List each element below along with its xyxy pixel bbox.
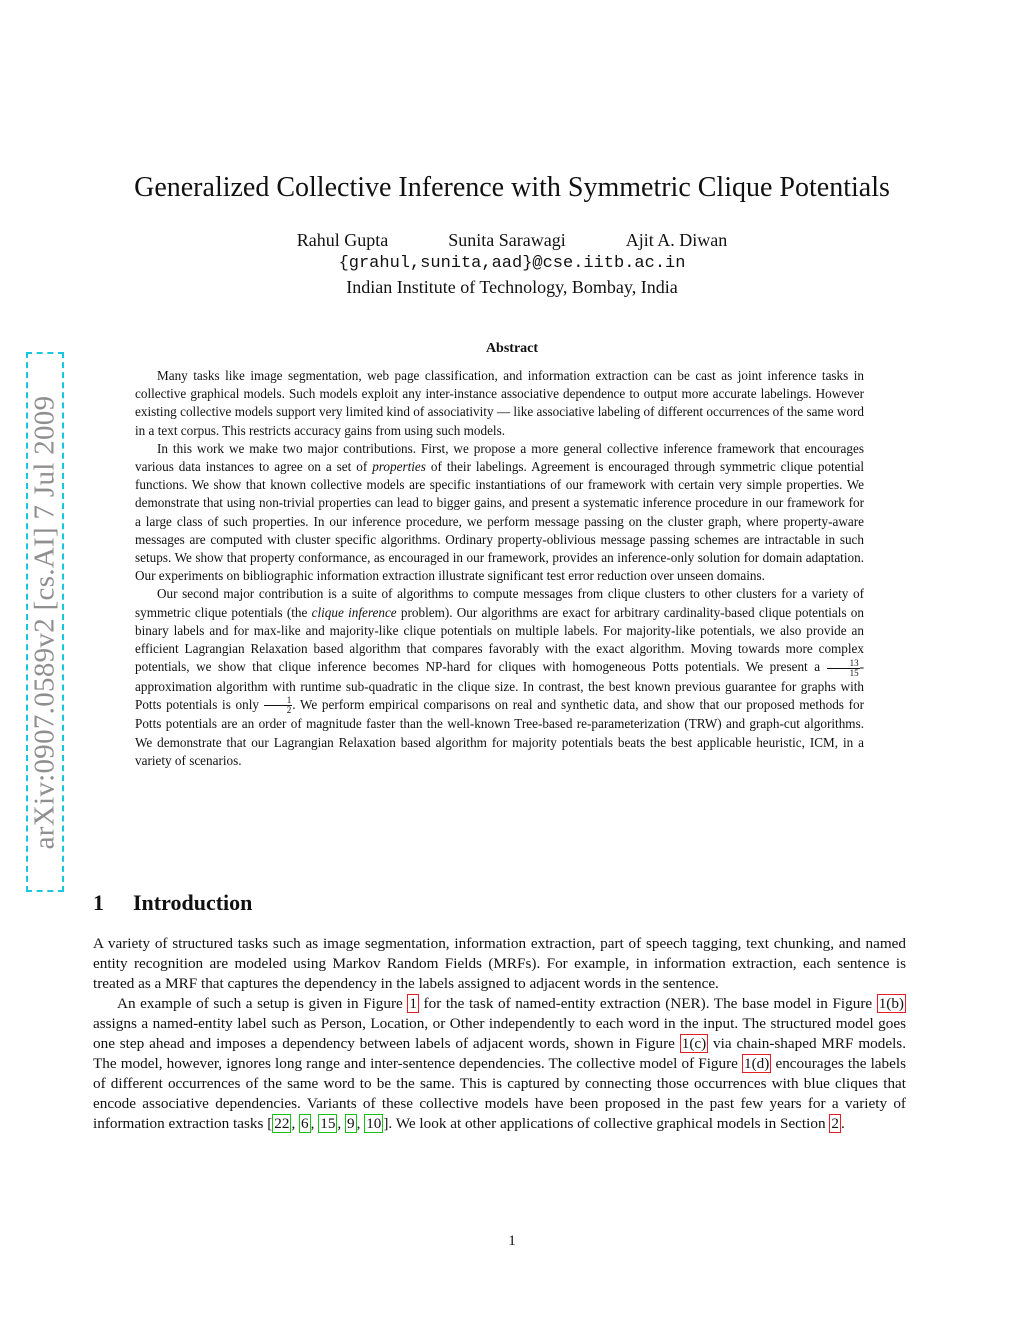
fraction-1-2 — [264, 696, 293, 715]
page-number: 1 — [508, 1233, 516, 1249]
text-span: assigns a named-entity label such as Person, Location, or Other independently to each word in the input. The structured model goes one step ahead and imposes a dependency between labels of adjacent words, shown in Figure — [93, 1015, 906, 1052]
introduction-body — [93, 934, 906, 1134]
text-span: Our second major contribution is a suite of algorithms to compute messages from clique clusters to other clusters for a variety of symmetric clique potentials (the — [135, 586, 864, 620]
emphasis: properties — [372, 459, 426, 475]
fraction-denominator: 2 — [286, 705, 292, 716]
citation-15-link[interactable]: 15 — [320, 1115, 336, 1132]
fraction-numerator: 1 — [264, 696, 293, 706]
text-span: An example of such a setup is given in Figure — [117, 995, 408, 1012]
arxiv-stamp — [26, 352, 64, 892]
emphasis: clique inference — [311, 604, 397, 620]
text-span: . We perform empirical comparisons on real and synthetic data, and show that our proposed methods for Potts potentials are an order of magnitude faster than the well-known Tree-based re-parameterization (TRW) and graph-cut algorithms. We demonstrate that our Lagrangian Relaxation based algorithm for majority potentials beats the best applicable heuristic, ICM, in a variety of scenarios. — [135, 696, 865, 768]
text-span: In this work we make two major contributions. First, we propose a more general collective inference framework that encourages various data instances to agree on a set of — [135, 440, 864, 475]
text-span: problem). Our algorithms are exact for arbitrary cardinality-based clique potentials on binary labels and for max-like and majority-like clique potentials on multiple labels. For majority-like potentials, we also provide an efficient Lagrangian Relaxation based algorithm that compares favorably with the exact algorithm. Moving towards more complex potentials, we show that clique inference becomes NP-hard for cliques with homogeneous Potts potentials. We present a — [135, 604, 864, 675]
abstract-paragraph-3 — [135, 585, 864, 770]
citation-6-link[interactable]: 6 — [301, 1115, 309, 1132]
citation-10-link[interactable]: 10 — [366, 1115, 382, 1132]
text-span: of their labelings. Agreement is encouraged through symmetric clique potential functions. We show that known collective models are specific instantiations of our framework with certain very simple properties. We demonstrate that using non-trivial properties can lead to bigger gains, and present a systematic inference procedure in our framework for a large class of such properties. In our inference procedure, we perform message passing on the cluster graph, where property-aware messages are computed with cluster specific algorithms. Ordinary property-oblivious message passing schemes are intractable in such setups. We show that property conformance, as encouraged in our framework, provides an inference-only solution for domain adaptation. Our experiments on bibliographic information extraction illustrate significant test error reduction over unseen domains. — [135, 459, 864, 584]
author-3: Ajit A. Diwan — [625, 230, 728, 250]
section-2-link[interactable]: 2 — [831, 1115, 839, 1132]
citation-22-link[interactable]: 22 — [274, 1115, 290, 1132]
text-span: for the task of named-entity extraction (NER). The base model in Figure — [418, 995, 877, 1012]
abstract-body — [135, 367, 864, 770]
abstract-paragraph-2 — [135, 440, 864, 586]
figure-1-link[interactable]: 1 — [409, 995, 417, 1012]
figure-1b-link[interactable]: 1(b) — [878, 995, 904, 1012]
figure-1c-link[interactable]: 1(c) — [681, 1035, 707, 1052]
fraction-numerator: 13 — [827, 659, 860, 669]
abstract-heading: Abstract — [485, 341, 539, 356]
intro-paragraph-2: An example of such a setup is given in Figure 1 for the task of named-entity extraction (NER). The base model in Figure 1(b) assigns a named-entity label such as Person, Location, or Other independently to each word in the input. The structured model goes one step ahead and imposes a dependency between labels of adjacent words, shown in Figure 1(c) via chain-shaped MRF models. The model, however, ignores long range and inter-sentence dependencies. The collective model of Figure 1(d) encourages the labels of different occurrences of the same word to be the same. This is captured by connecting those occurrences with blue cliques that encode associative dependencies. Variants of these collective models have been proposed in the past few years for a variety of information extraction tasks [ 22 , 6 , 15 , 9 , 10 ]. We look at other applications of collective graphical models in Section 2 . — [93, 995, 906, 1132]
arxiv-id: arXiv:0907.0589v2 [cs.AI] 7 Jul 2009 — [28, 395, 61, 849]
section-title: Introduction — [133, 890, 253, 915]
fraction-13-15 — [827, 659, 860, 678]
citation-9-link[interactable]: 9 — [347, 1115, 355, 1132]
fraction-denominator: 15 — [849, 667, 859, 678]
author-email: {grahul,sunita,aad}@cse.iitb.ac.in — [338, 254, 686, 273]
section-heading — [93, 890, 252, 916]
text-span: -approximation algorithm with runtime sub-quadratic in the clique size. In contrast, the best known previous guarantee for graphs with Potts potentials is only — [135, 659, 864, 712]
abstract-paragraph-1: Many tasks like image segmentation, web page classification, and information extraction can be cast as joint inference tasks in collective graphical models. Such models exploit any inter-instance associative dependence to output more accurate labelings. However existing collective models support very limited kind of associativity — like associative labeling of different occurrences of the same word in a text corpus. This restricts accuracy gains from using such models. — [135, 368, 864, 438]
figure-1d-link[interactable]: 1(d) — [744, 1055, 770, 1072]
text-span: ]. We look at other applications of collective graphical models in Section — [383, 1115, 830, 1132]
text-span: encourages the labels of different occurrences of the same word to be the same. This is captured by connecting those occurrences with blue cliques that encode associative dependencies. Variants of these collective models have been proposed in the past few years for a variety of information extraction tasks [ — [93, 1055, 906, 1132]
section-number: 1 — [93, 890, 104, 915]
author-list — [0, 230, 1024, 251]
paper-title: Generalized Collective Inference with Symmetric Clique Potentials — [134, 172, 890, 203]
intro-paragraph-1: A variety of structured tasks such as image segmentation, information extraction, part of speech tagging, text chunking, and named entity recognition are modeled using Markov Random Fields (MRFs). For example, in information extraction, each sentence is treated as a MRF that captures the dependency in the labels assigned to adjacent words in the sentence. — [93, 935, 906, 992]
affiliation: Indian Institute of Technology, Bombay, India — [346, 277, 678, 297]
author-1: Rahul Gupta — [296, 230, 389, 250]
text-span: . — [840, 1115, 845, 1132]
text-span: via chain-shaped MRF models. The model, however, ignores long range and inter-sentence dependencies. The collective model of Figure — [93, 1035, 906, 1072]
author-2: Sunita Sarawagi — [448, 230, 566, 250]
